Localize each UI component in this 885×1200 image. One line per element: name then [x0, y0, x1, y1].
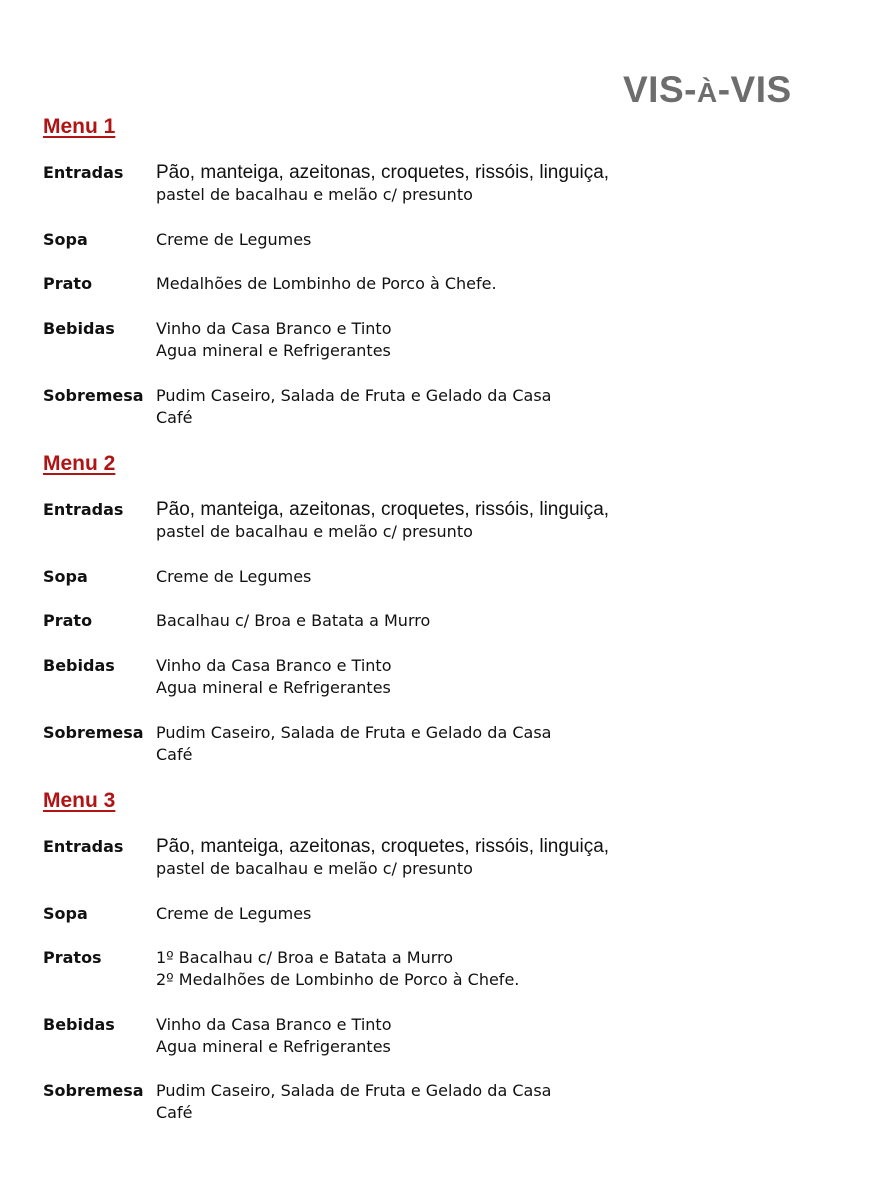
- course-items: [156, 1080, 551, 1124]
- brand-part-3: -VIS: [717, 69, 792, 110]
- course-items: [156, 722, 551, 766]
- course-line: Pudim Caseiro, Salada de Fruta e Gelado da Casa: [156, 723, 552, 742]
- course-line: Agua mineral e Refrigerantes: [156, 678, 391, 697]
- brand-logo-text: [623, 68, 792, 115]
- menu-title: Menu 1: [43, 115, 116, 138]
- course-items: [156, 1014, 391, 1058]
- course-items: [156, 385, 551, 429]
- course-line: Vinho da Casa Branco e Tinto: [156, 656, 392, 675]
- course-items: [156, 836, 609, 880]
- course-label: Sopa: [43, 567, 88, 586]
- course-line: pastel de bacalhau e melão c/ presunto: [156, 185, 473, 204]
- course-items: [156, 162, 609, 206]
- menu-title: Menu 2: [43, 452, 116, 475]
- course-line: 2º Medalhões de Lombinho de Porco à Chefe.: [156, 970, 520, 989]
- course-line: Vinho da Casa Branco e Tinto: [156, 1015, 392, 1034]
- course-line: Creme de Legumes: [156, 567, 312, 586]
- course-label: Bebidas: [43, 656, 115, 675]
- course-label: Prato: [43, 611, 93, 630]
- menu-title: Menu 3: [43, 789, 116, 812]
- course-line: pastel de bacalhau e melão c/ presunto: [156, 522, 473, 541]
- course-line: Creme de Legumes: [156, 230, 312, 249]
- course-line: Medalhões de Lombinho de Porco à Chefe.: [156, 274, 497, 293]
- course-line: pastel de bacalhau e melão c/ presunto: [156, 859, 473, 878]
- course-label: Prato: [43, 274, 93, 293]
- course-line: Pudim Caseiro, Salada de Fruta e Gelado da Casa: [156, 386, 552, 405]
- course-items: [156, 903, 311, 925]
- course-line: Pudim Caseiro, Salada de Fruta e Gelado da Casa: [156, 1081, 552, 1100]
- course-items: [156, 610, 430, 632]
- brand-part-2: À: [696, 77, 718, 108]
- course-line: Vinho da Casa Branco e Tinto: [156, 319, 392, 338]
- course-items: [156, 566, 311, 588]
- course-items: [156, 947, 519, 991]
- course-line: Pão, manteiga, azeitonas, croquetes, rissóis, linguiça,: [156, 162, 610, 183]
- course-line: Agua mineral e Refrigerantes: [156, 1037, 391, 1056]
- course-label: Entradas: [43, 500, 124, 519]
- course-items: [156, 655, 391, 699]
- course-line: Pão, manteiga, azeitonas, croquetes, rissóis, linguiça,: [156, 499, 610, 520]
- course-label: Sobremesa: [43, 723, 144, 742]
- course-label: Sobremesa: [43, 386, 144, 405]
- course-label: Sobremesa: [43, 1081, 144, 1100]
- course-line: Café: [156, 745, 193, 764]
- course-label: Sopa: [43, 230, 88, 249]
- course-items: [156, 229, 311, 251]
- course-label: Pratos: [43, 948, 102, 967]
- course-label: Entradas: [43, 837, 124, 856]
- course-items: [156, 273, 497, 295]
- course-line: Bacalhau c/ Broa e Batata a Murro: [156, 611, 431, 630]
- course-label: Sopa: [43, 904, 88, 923]
- course-label: Entradas: [43, 163, 124, 182]
- course-items: [156, 318, 391, 362]
- course-label: Bebidas: [43, 1015, 115, 1034]
- course-line: Pão, manteiga, azeitonas, croquetes, rissóis, linguiça,: [156, 836, 610, 857]
- brand-part-1: VIS-: [623, 69, 697, 110]
- course-line: Creme de Legumes: [156, 904, 312, 923]
- course-line: Agua mineral e Refrigerantes: [156, 341, 391, 360]
- course-line: Café: [156, 408, 193, 427]
- course-line: 1º Bacalhau c/ Broa e Batata a Murro: [156, 948, 454, 967]
- course-line: Café: [156, 1103, 193, 1122]
- course-label: Bebidas: [43, 319, 115, 338]
- course-items: [156, 499, 609, 543]
